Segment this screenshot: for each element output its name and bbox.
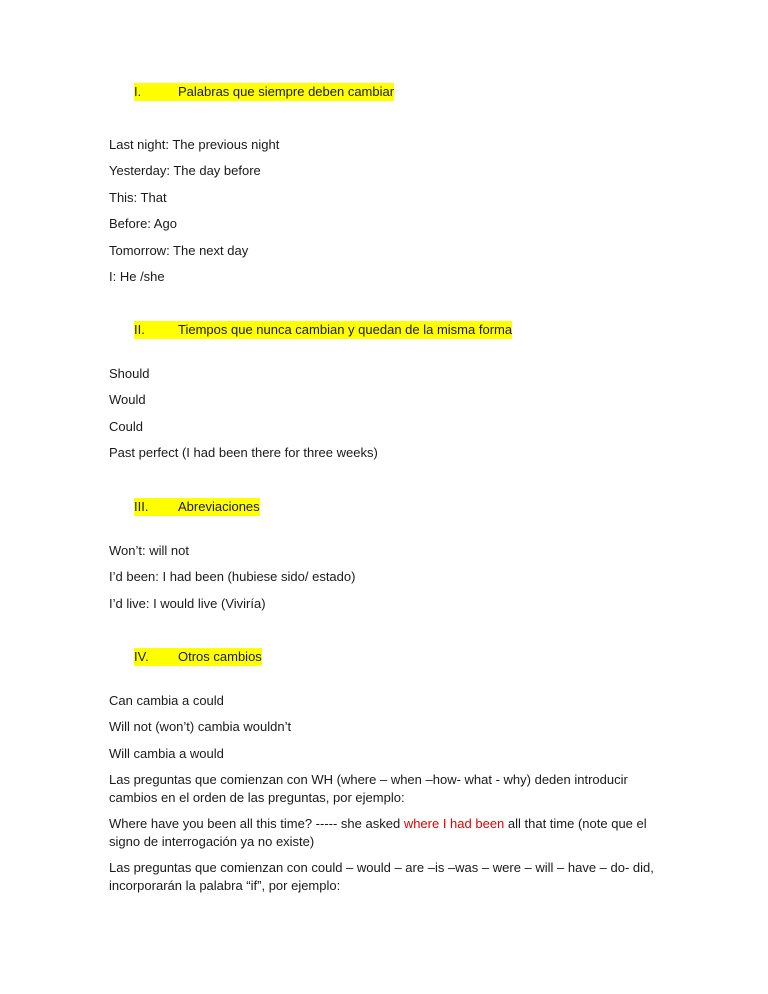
list-item: Tomorrow: The next day — [109, 243, 249, 258]
section-number: I. — [134, 83, 178, 101]
list-item: Will not (won’t) cambia wouldn’t — [109, 719, 292, 734]
section-title: Tiempos que nunca cambian y quedan de la misma forma — [178, 322, 513, 337]
section-title: Abreviaciones — [178, 499, 260, 514]
section-title: Otros cambios — [178, 649, 262, 664]
list-item: Before: Ago — [109, 216, 177, 231]
list-item: I’d live: I would live (Viviría) — [109, 596, 266, 611]
example-text: all that time (note que el signo de interrogación ya no existe) — [109, 816, 647, 849]
example-text: Where have you been all this time? ----- she asked — [109, 816, 404, 831]
section-number: II. — [134, 321, 178, 339]
list-item: Past perfect (I had been there for three weeks) — [109, 445, 378, 460]
list-item: Would — [109, 392, 146, 407]
section-number: III. — [134, 498, 178, 516]
list-item: Could — [109, 419, 143, 434]
section-heading-3 — [134, 498, 260, 516]
list-item: I: He /she — [109, 269, 165, 284]
if-rule-paragraph: Las preguntas que comienzan con could – would – are –is –was – were – will – have – do- did, incorporarán la palabra “if”, por ejemplo: — [109, 860, 654, 893]
highlighted-phrase: where I had been — [403, 816, 505, 831]
list-item: Can cambia a could — [109, 693, 224, 708]
list-item: I’d been: I had been (hubiese sido/ estado) — [109, 569, 356, 584]
list-item: This: That — [109, 190, 167, 205]
section-heading-1 — [134, 83, 394, 101]
section-number: IV. — [134, 648, 178, 666]
list-item: Will cambia a would — [109, 746, 224, 761]
section-heading-2 — [134, 321, 512, 339]
list-item: Last night: The previous night — [109, 137, 280, 152]
section-title: Palabras que siempre deben cambiar — [178, 84, 395, 99]
example-paragraph — [109, 815, 664, 851]
section-heading-4 — [134, 648, 262, 666]
wh-rule-paragraph: Las preguntas que comienzan con WH (where – when –how- what - why) deden introducir cambios en el orden de las preguntas, por ejemplo: — [109, 772, 628, 805]
list-item: Should — [109, 366, 150, 381]
list-item: Won’t: will not — [109, 543, 189, 558]
list-item: Yesterday: The day before — [109, 163, 261, 178]
